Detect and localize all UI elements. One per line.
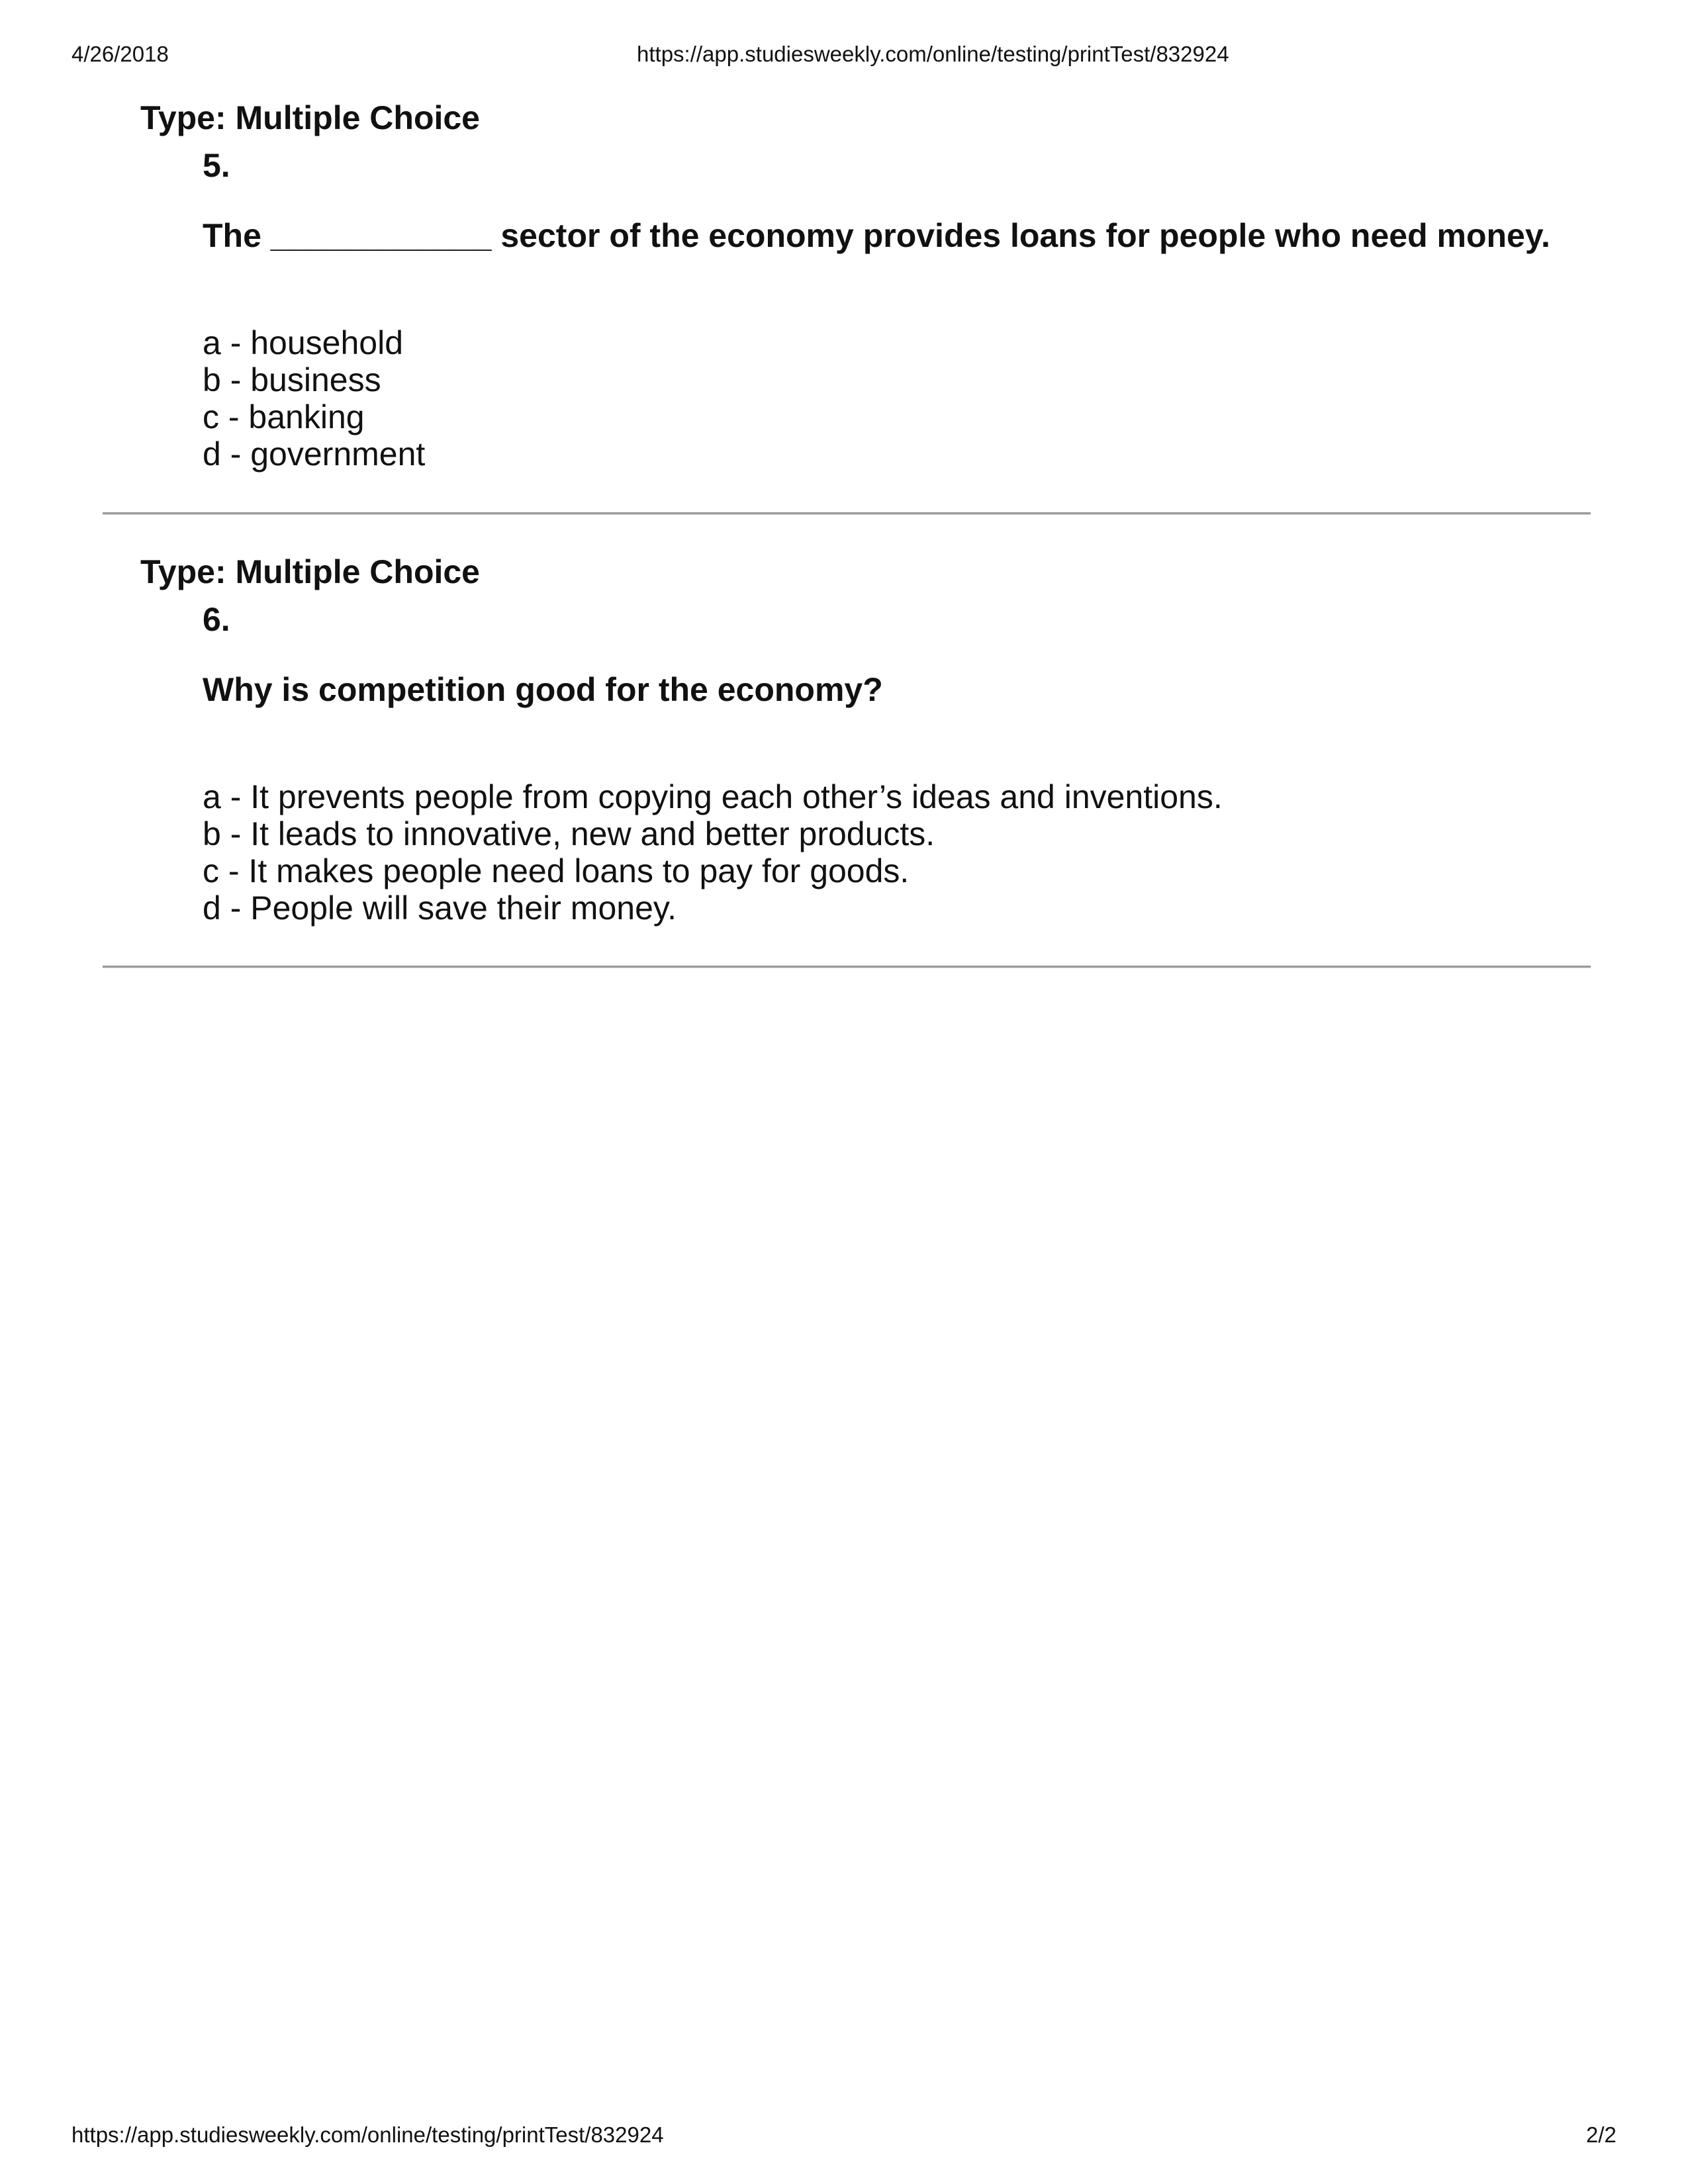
answer-option-c: c - It makes people need loans to pay for goods. bbox=[203, 852, 910, 889]
answer-options bbox=[203, 778, 1223, 927]
print-date: 4/26/2018 bbox=[71, 42, 169, 66]
answer-option-a: a - household bbox=[203, 324, 404, 361]
question-number: 6. bbox=[203, 601, 230, 638]
print-footer-url: https://app.studiesweekly.com/online/testing/printTest/832924 bbox=[71, 2122, 664, 2147]
answer-option-a: a - It prevents people from copying each other’s ideas and inventions. bbox=[203, 778, 1223, 815]
question-number: 5. bbox=[203, 147, 230, 184]
answer-option-b: b - business bbox=[203, 361, 381, 398]
answer-options bbox=[203, 324, 425, 473]
question-text: The ____________ sector of the economy provides loans for people who need money. bbox=[203, 217, 1550, 254]
answer-option-d: d - government bbox=[203, 435, 426, 473]
question-type-label: Type: Multiple Choice bbox=[140, 553, 480, 590]
print-header-url: https://app.studiesweekly.com/online/testing/printTest/832924 bbox=[637, 42, 1229, 66]
question-type-label: Type: Multiple Choice bbox=[140, 99, 480, 136]
question-text: Why is competition good for the economy? bbox=[203, 671, 883, 708]
answer-option-b: b - It leads to innovative, new and better products. bbox=[203, 815, 935, 852]
page-number: 2/2 bbox=[1586, 2122, 1617, 2147]
question-divider bbox=[103, 966, 1591, 968]
answer-option-c: c - banking bbox=[203, 398, 365, 435]
question-divider bbox=[103, 512, 1591, 515]
answer-option-d: d - People will save their money. bbox=[203, 889, 677, 927]
